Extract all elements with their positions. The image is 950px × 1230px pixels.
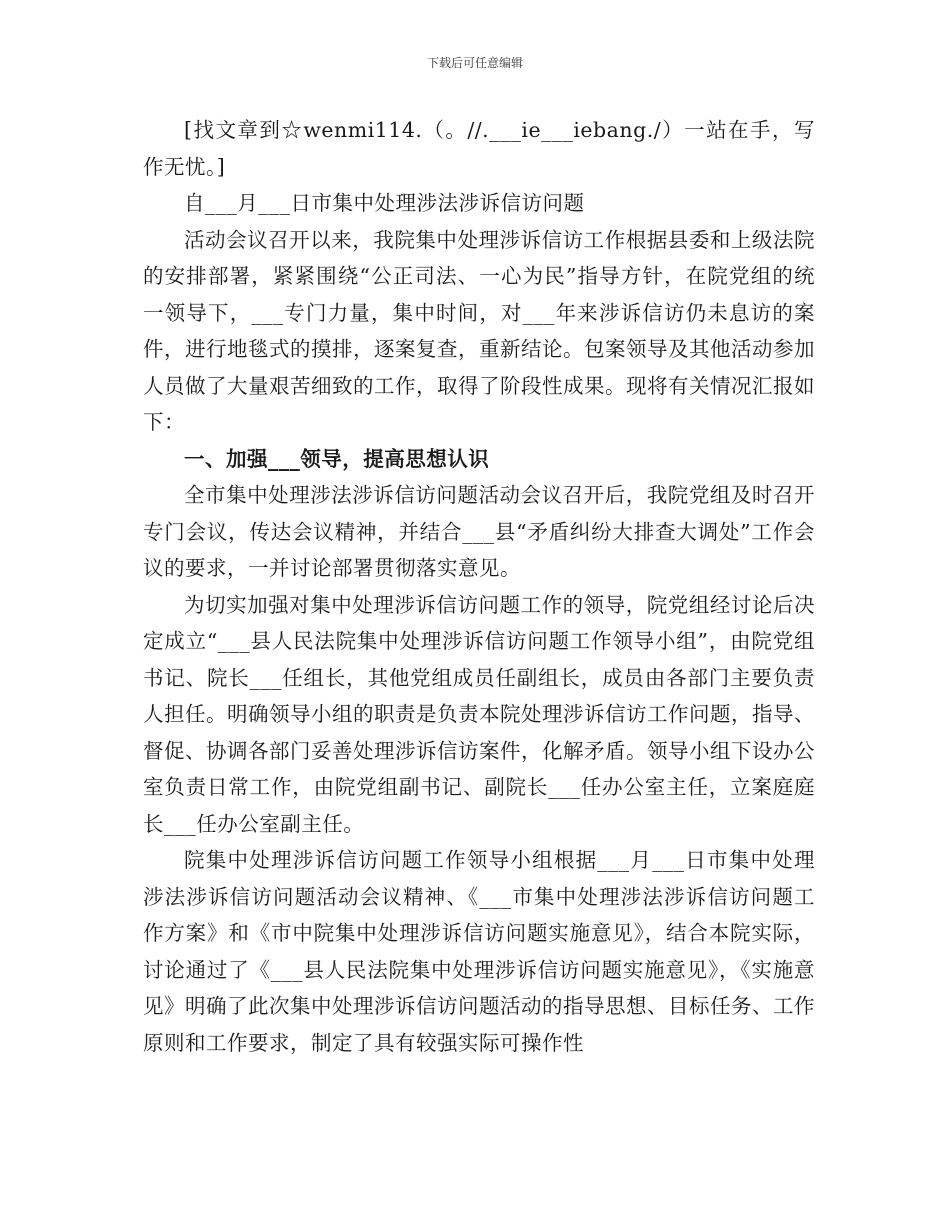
source-note: [找文章到☆wenmi114.（。//.___ie___iebang./）一站在手，写作无忧。] [143,118,815,179]
page-header: 下载后可任意编辑 [426,56,523,70]
document-body [143,112,815,1061]
document-title-line: 自___月___日市集中处理涉法涉诉信访问题 [184,191,585,215]
body-paragraph-3: 院集中处理涉诉信访问题工作领导小组根据___月___日市集中处理涉法涉诉信访问题活动会议精神、《___市集中处理涉法涉诉信访问题工作方案》和《市中院集中处理涉诉信访问题实施意见》，结合本院实际，讨论通过了《___县人民法院集中处理涉诉信访问题实施意见》，《实施意见》明确了此次集中处理涉诉信访问题活动的指导思想、目标任务、工作原则和工作要求，制定了具有较强实际可操作性 [143,848,815,1055]
body-paragraph-2: 为切实加强对集中处理涉诉信访问题工作的领导，院党组经讨论后决定成立“___县人民法院集中处理涉诉信访问题工作领导小组”，由院党组书记、院长___任组长，其他党组成员任副组长，成员由各部门主要负责人担任。明确领导小组的职责是负责本院处理涉诉信访工作问题，指导、督促、协调各部门妥善处理涉诉信访案件，化解矛盾。领导小组下设办公室负责日常工作，由院党组副书记、副院长___任办公室主任，立案庭庭长___任办公室副主任。 [143,592,815,836]
body-paragraph-1: 全市集中处理涉法涉诉信访问题活动会议召开后，我院党组及时召开专门会议，传达会议精神，并结合___县“矛盾纠纷大排查大调处”工作会议的要求，一并讨论部署贯彻落实意见。 [143,483,815,580]
intro-paragraph: 活动会议召开以来，我院集中处理涉诉信访工作根据县委和上级法院的安排部署，紧紧围绕“公正司法、一心为民”指导方针，在院党组的统一领导下，___专门力量，集中时间，对___年来涉诉信访仍未息访的案件，进行地毯式的摸排，逐案复查，重新结论。包案领导及其他活动参加人员做了大量艰苦细致的工作，取得了阶段性成果。现将有关情况汇报如下： [143,227,815,434]
section-heading: 一、加强___领导，提高思想认识 [184,446,490,471]
